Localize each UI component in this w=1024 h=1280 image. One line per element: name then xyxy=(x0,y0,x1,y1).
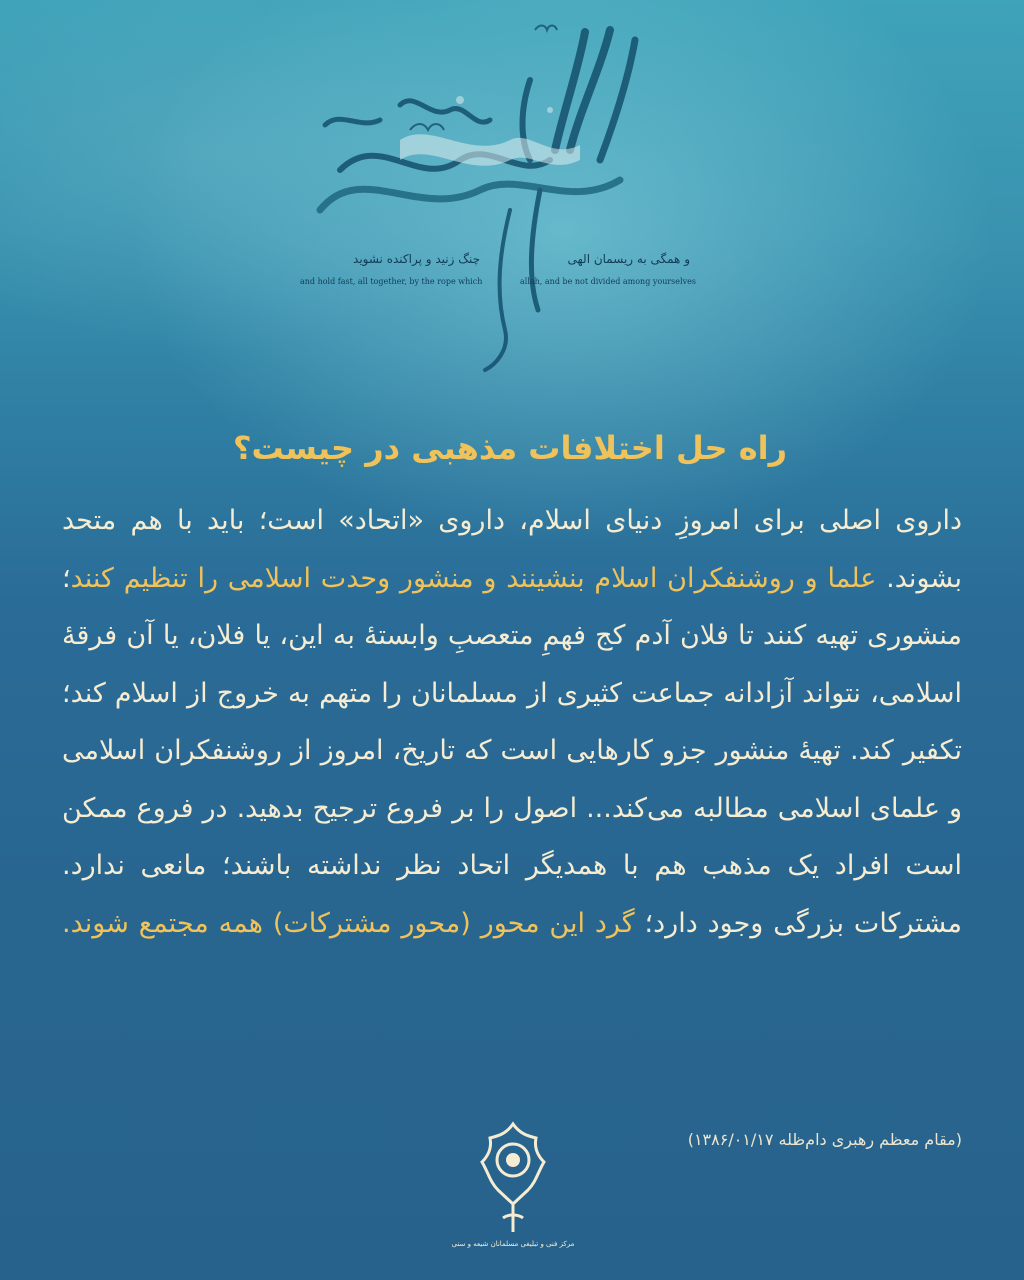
organization-logo-icon xyxy=(468,1118,558,1238)
citation: (مقام معظم رهبری دام‌ظله ۱۳۸۶/۰۱/۱۷) xyxy=(687,1130,962,1149)
page-title: راه حل اختلافات مذهبی در چیست؟ xyxy=(232,429,787,467)
logo-caption: مرکز فنی و تبلیغی مسلمانان شیعه و سنی xyxy=(451,1240,575,1248)
calligraphy-english-left: and hold fast, all together, by the rope which xyxy=(300,277,483,286)
calligraphy-persian-left: و همگی به ریسمان الهی xyxy=(567,252,690,266)
body-segment: ؛ منشوری تهیه کنند تا فلان آدم کج فهمِ متعصبِ وابستهٔ به این، یا فلان، یا آن فرقهٔ اسلامی، نتواند آزادانه جماعت کثیری از مسلمانان را متهم به خروج از اسلام کند؛ تکفیر کند. تهیهٔ منشور جزو کارهایی است که تاریخ، امروز از روشنفکران اسلامی و علمای اسلامی مطالبه می‌کند... اصول را بر فروع ترجیح بدهید. در فروع ممکن است افراد یک مذهب هم با همدیگر اتحاد نظر نداشته باشند؛ مانعی ندارد. مشترکات بزرگی وجود دارد؛ xyxy=(62,562,962,939)
calligraphy-persian-right: چنگ زنید و پراکنده نشوید xyxy=(353,252,480,266)
body-segment: داروی اصلی برای امروزِ دنیای اسلام، داروی «اتحاد» است؛ باید با هم متحد بشوند. xyxy=(62,505,962,594)
calligraphy-artwork xyxy=(280,10,700,380)
body-highlight: علما و روشنفکران اسلام بنشینند و منشور وحدت اسلامی را تنظیم کنند xyxy=(70,562,877,594)
body-highlight: گرد این محور (محور مشترکات) همه مجتمع شوند. xyxy=(62,907,635,939)
calligraphy-english-right: allah, and be not divided among yourselves xyxy=(520,277,696,286)
body-text xyxy=(62,492,962,952)
